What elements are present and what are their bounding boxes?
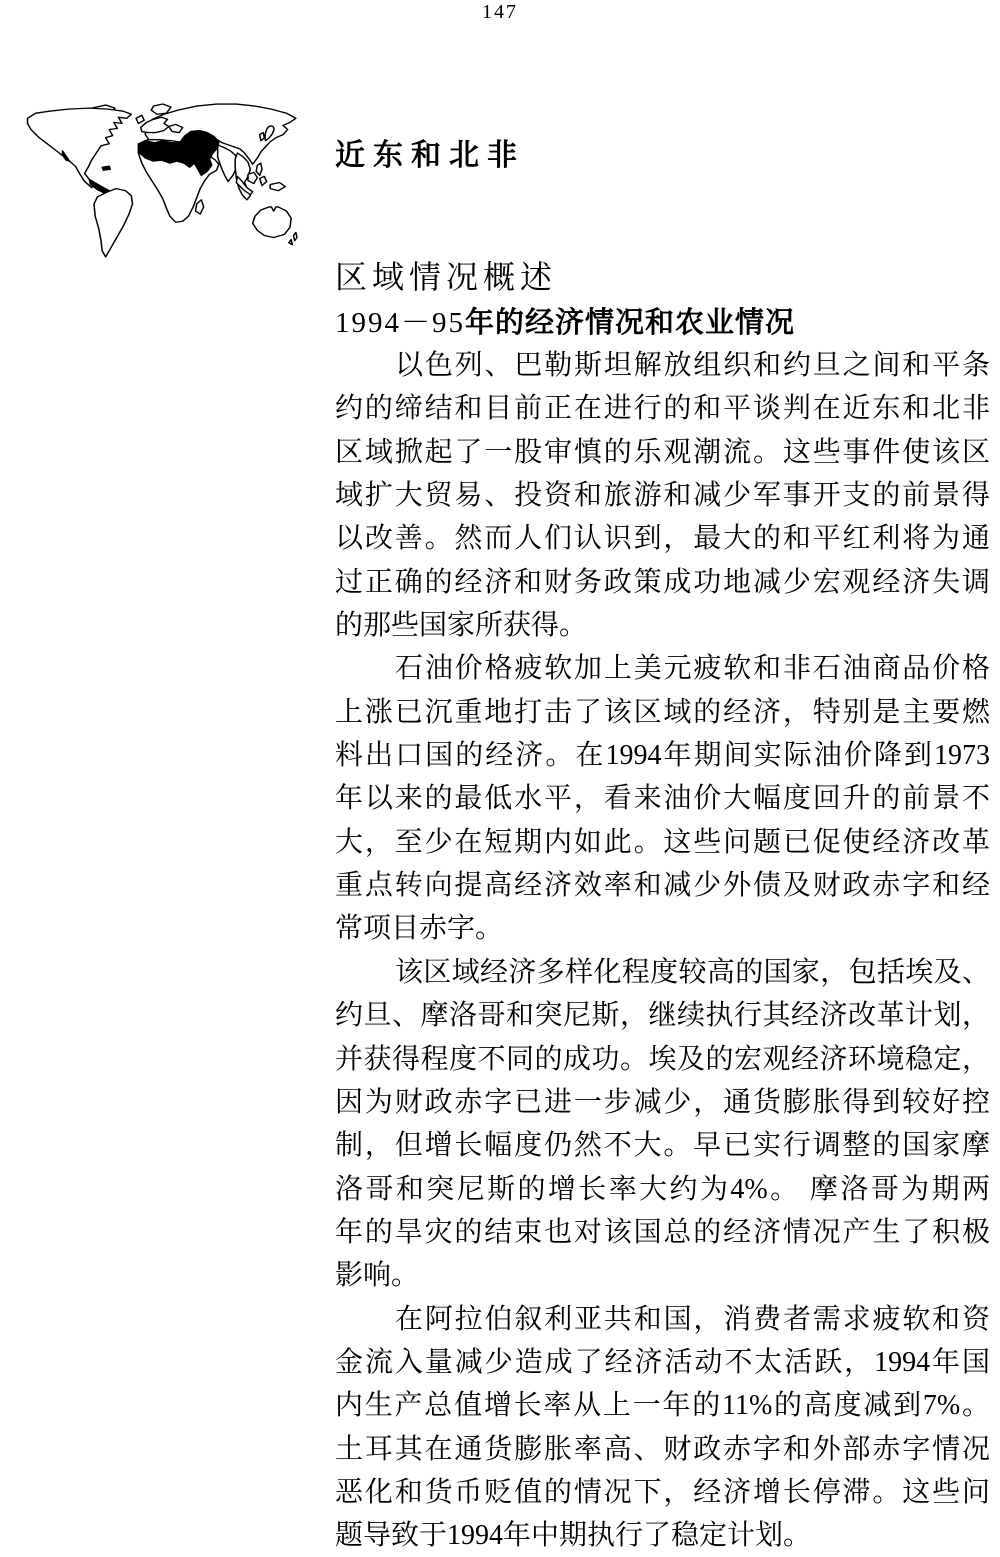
island-new-guinea	[270, 183, 285, 191]
island-sulawesi	[260, 176, 267, 185]
region-new-zealand-south	[289, 240, 293, 245]
text-line: 区域掀起了一股审慎的乐观潮流。这些事件使该区	[335, 436, 990, 468]
text-line: 在阿拉伯叙利亚共和国，消费者需求疲软和资	[395, 1303, 990, 1335]
text-line: 年的旱灾的结束也对该国总的经济情况产生了积极	[335, 1216, 990, 1248]
world-map	[24, 102, 304, 262]
subsection-heading	[335, 300, 795, 341]
text-line: 以色列、巴勒斯坦解放组织和约旦之间和平条	[395, 350, 990, 381]
section-heading: 区域情况概述	[335, 259, 558, 295]
text-line: 金流入量减少造成了经济活动不太活跃，1994年国	[335, 1346, 990, 1378]
text-line: 土耳其在通货膨胀率高、财政赤字和外部赤字情况	[335, 1433, 990, 1465]
text-line: 内生产总值增长率从上一年的11%的高度减到7%。	[335, 1390, 990, 1422]
text-line: 影响。	[335, 1260, 420, 1292]
continent-europe	[141, 117, 169, 132]
article-body	[335, 344, 990, 1557]
continent-north-america	[28, 108, 132, 187]
region-central-america	[89, 179, 109, 193]
text-line: 域扩大贸易、投资和旅游和减少军事开支的前景得	[335, 480, 990, 512]
continent-australia	[253, 207, 291, 238]
paragraph	[335, 951, 990, 1298]
text-line: 过正确的经济和财务政策成功地减少宏观经济失调	[335, 566, 990, 598]
island-madagascar	[196, 200, 204, 214]
text-line: 的那些国家所获得。	[335, 610, 588, 642]
text-line: 并获得程度不同的成功。埃及的宏观经济环境稳定，	[335, 1043, 990, 1075]
continent-south-america	[94, 189, 133, 257]
paragraph	[335, 1298, 990, 1557]
text-line: 年以来的最低水平，看来油价大幅度回升的前景不	[335, 783, 990, 815]
page-title: 近东和北非	[335, 139, 525, 172]
page-number: 147	[482, 1, 518, 23]
paragraph	[335, 344, 990, 647]
text-line: 洛哥和突尼斯的增长率大约为4%。 摩洛哥为期两	[335, 1173, 990, 1205]
text-line: 制，但增长幅度仍然不大。早已实行调整的国家摩	[335, 1130, 990, 1162]
region-new-zealand	[294, 232, 298, 240]
subsection-heading-text: 年的经济情况和农业情况	[465, 307, 796, 339]
text-line: 料出口国的经济。在1994年期间实际油价降到1973	[335, 740, 990, 772]
text-line: 因为财政赤字已进一步减少，通货膨胀得到较好控	[335, 1086, 990, 1118]
text-line: 恶化和货币贬值的情况下，经济增长停滞。这些问	[335, 1476, 990, 1508]
text-line: 上涨已沉重地打击了该区域的经济，特别是主要燃	[335, 696, 990, 728]
text-line: 石油价格疲软加上美元疲软和非石油商品价格	[395, 653, 990, 685]
region-philippines	[256, 163, 262, 175]
text-line: 大，至少在短期内如此。这些问题已促使经济改革	[335, 826, 990, 858]
region-caribbean	[102, 166, 110, 170]
text-line: 约旦、摩洛哥和突尼斯，继续执行其经济改革计划，	[335, 1000, 990, 1032]
region-british-isles	[136, 115, 144, 123]
subsection-heading-years: 1994－95	[335, 307, 466, 339]
text-line: 以改善。然而人们认识到，最大的和平红利将为通	[335, 523, 990, 555]
text-line: 该区域经济多样化程度较高的国家，包括埃及、	[395, 956, 990, 988]
text-line: 约的缔结和目前正在进行的和平谈判在近东和北非	[335, 393, 990, 425]
paragraph	[335, 647, 990, 950]
text-line: 题导致于1994年中期执行了稳定计划。	[335, 1520, 812, 1552]
text-line: 重点转向提高经济效率和减少外债及财政赤字和经	[335, 870, 990, 902]
text-line: 常项目赤字。	[335, 913, 504, 945]
island-borneo	[248, 172, 257, 183]
world-map-svg	[24, 102, 304, 262]
